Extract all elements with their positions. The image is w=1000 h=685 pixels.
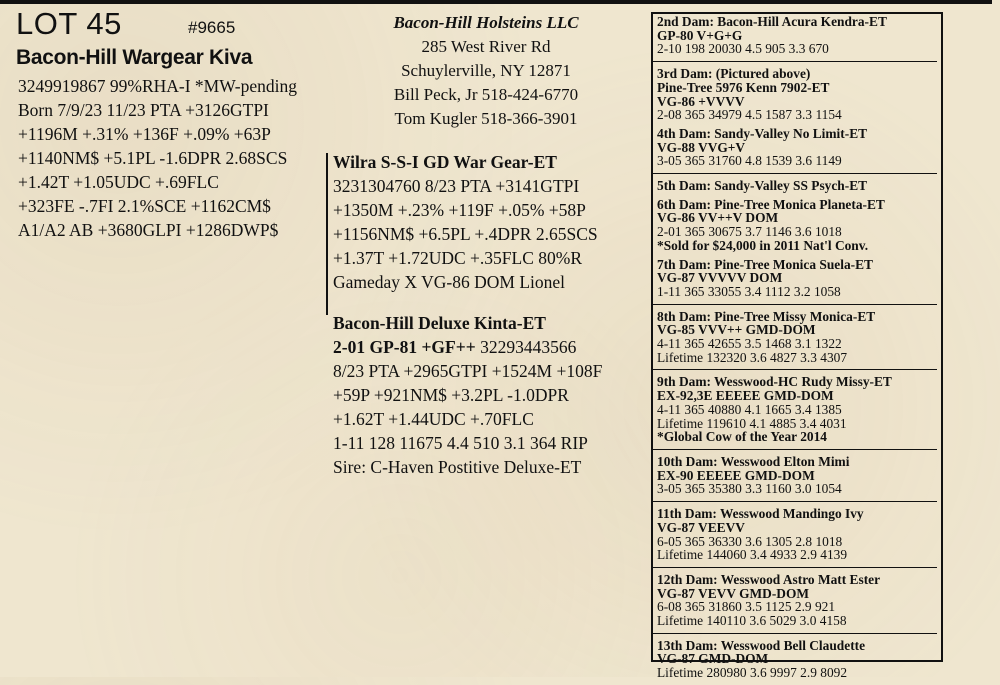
pedigree-divider <box>653 61 937 62</box>
pedigree-dam-record: Lifetime 144060 3.4 4933 2.9 4139 <box>657 547 848 563</box>
animal-info-line: A1/A2 AB +3680GLPI +1286DWP$ <box>18 220 279 240</box>
pedigree-dam-title: 12th Dam: Wesswood Astro Matt Ester <box>657 571 881 587</box>
pedigree-dam-note: *Sold for $24,000 in 2011 Nat'l Conv. <box>657 237 869 253</box>
pedigree-divider <box>653 304 937 305</box>
animal-info-line: +1140NM$ +5.1PL -1.6DPR 2.68SCS <box>18 148 288 168</box>
pedigree-dam-classification: VG-86 +VVVV <box>657 93 745 109</box>
pedigree-dam-entry <box>657 375 937 444</box>
pedigree-dam-record: 3-05 365 31760 4.8 1539 3.6 1149 <box>657 153 842 169</box>
dam-classification: 2-01 GP-81 +GF++ <box>333 337 476 357</box>
pedigree-dam-record: 2-10 198 20030 4.5 905 3.3 670 <box>657 41 829 57</box>
dam-line: +1.62T +1.44UDC +.70FLC <box>333 409 534 429</box>
top-rule <box>0 0 992 4</box>
pedigree-dam-title: 10th Dam: Wesswood Elton Mimi <box>657 453 850 469</box>
pedigree-dam-entry <box>657 639 937 680</box>
pedigree-dam-record: Lifetime 119610 4.1 4885 3.4 4031 <box>657 415 847 431</box>
animal-info-line: Born 7/9/23 11/23 PTA +3126GTPI <box>18 100 269 120</box>
sire-line: +1156NM$ +6.5PL +.4DPR 2.65SCS <box>333 224 598 244</box>
sire-block <box>333 150 598 294</box>
dam-line: Sire: C-Haven Postitive Deluxe-ET <box>333 457 582 477</box>
pedigree-dam-entry <box>657 67 937 122</box>
pedigree-divider <box>653 633 937 634</box>
farm-city: Schuylerville, NY 12871 <box>401 61 571 80</box>
pedigree-dam-record: 6-05 365 36330 3.6 1305 2.8 1018 <box>657 533 843 549</box>
pedigree-dam-title: 9th Dam: Wesswood-HC Rudy Missy-ET <box>657 374 892 390</box>
pedigree-dam-record: Lifetime 132320 3.6 4827 3.3 4307 <box>657 349 848 365</box>
lot-title: LOT 45 <box>16 6 122 41</box>
dam-name: Bacon-Hill Deluxe Kinta-ET <box>333 313 546 333</box>
pedigree-dam-classification: VG-87 VEVV GMD-DOM <box>657 585 809 601</box>
pedigree-dam-classification: VG-87 GMD-DOM <box>657 651 769 667</box>
farm-address: 285 West River Rd <box>421 37 551 56</box>
pedigree-dam-classification: VG-87 VVVVV DOM <box>657 270 783 286</box>
animal-name: Bacon-Hill Wargear Kiva <box>16 46 253 69</box>
pedigree-dam-entry <box>657 455 937 496</box>
dam-block <box>333 311 602 479</box>
pedigree-dam-record: 4-11 365 40880 4.1 1665 3.4 1385 <box>657 401 842 417</box>
pedigree-divider <box>653 173 937 174</box>
pedigree-dam-title: 5th Dam: Sandy-Valley SS Psych-ET <box>657 178 868 194</box>
dam-line: +59P +921NM$ +3.2PL -1.0DPR <box>333 385 569 405</box>
consignor-block <box>330 11 642 131</box>
pedigree-dam-classification: EX-90 EEEEE GMD-DOM <box>657 467 815 483</box>
animal-info-line: +323FE -.7FI 2.1%SCE +1162CM$ <box>18 196 271 216</box>
pedigree-dam-title: 4th Dam: Sandy-Valley No Limit-ET <box>657 125 868 141</box>
pedigree-dam-entry <box>657 127 937 168</box>
pedigree-dam-classification: VG-88 VVG+V <box>657 139 746 155</box>
animal-info <box>18 74 297 242</box>
farm-contact: Tom Kugler 518-366-3901 <box>394 109 578 128</box>
sire-line: Gameday X VG-86 DOM Lionel <box>333 272 565 292</box>
dam-registration: 32293443566 <box>475 337 577 357</box>
sire-line: +1.37T +1.72UDC +.35FLC 80%R <box>333 248 583 268</box>
farm-name: Bacon-Hill Holsteins LLC <box>393 13 579 32</box>
pedigree-dam-record: 3-05 365 35380 3.3 1160 3.0 1054 <box>657 481 842 497</box>
pedigree-dam-record: 2-08 365 34979 4.5 1587 3.3 1154 <box>657 107 842 123</box>
pedigree-dam-entry <box>657 310 937 365</box>
pedigree-dam-title: 8th Dam: Pine-Tree Missy Monica-ET <box>657 308 876 324</box>
pedigree-dam-classification: VG-87 VEEVV <box>657 519 745 535</box>
pedigree-dam-note: *Global Cow of the Year 2014 <box>657 429 827 445</box>
animal-info-line: +1.42T +1.05UDC +.69FLC <box>18 172 219 192</box>
pedigree-dam-classification: Pine-Tree 5976 Kenn 7902-ET <box>657 79 830 95</box>
pedigree-dam-title: 6th Dam: Pine-Tree Monica Planeta-ET <box>657 196 885 212</box>
pedigree-dam-record: Lifetime 280980 3.6 9997 2.9 8092 <box>657 665 848 681</box>
pedigree-dam-entry <box>657 198 937 253</box>
pedigree-dam-entry <box>657 258 937 299</box>
pedigree-dam-classification: GP-80 V+G+G <box>657 27 743 43</box>
pedigree-dam-title: 13th Dam: Wesswood Bell Claudette <box>657 637 866 653</box>
pedigree-divider <box>653 449 937 450</box>
sire-line: +1350M +.23% +119F +.05% +58P <box>333 200 586 220</box>
pedigree-dam-record: 6-08 365 31860 3.5 1125 2.9 921 <box>657 599 836 615</box>
catalog-number: #9665 <box>188 18 236 37</box>
pedigree-dam-title: 2nd Dam: Bacon-Hill Acura Kendra-ET <box>657 14 887 29</box>
dam-line: 8/23 PTA +2965GTPI +1524M +108F <box>333 361 603 381</box>
sire-line: 3231304760 8/23 PTA +3141GTPI <box>333 176 580 196</box>
farm-contact: Bill Peck, Jr 518-424-6770 <box>393 85 579 104</box>
pedigree-dam-entry <box>657 507 937 562</box>
maternal-pedigree-list <box>657 15 937 685</box>
pedigree-dam-title: 3rd Dam: (Pictured above) <box>657 66 811 82</box>
pedigree-dam-record: 4-11 365 42655 3.5 1468 3.1 1322 <box>657 336 842 352</box>
pedigree-dam-title: 7th Dam: Pine-Tree Monica Suela-ET <box>657 256 873 272</box>
pedigree-bracket <box>326 153 328 315</box>
pedigree-dam-classification: VG-86 VV++V DOM <box>657 210 779 226</box>
pedigree-divider <box>653 567 937 568</box>
pedigree-dam-record: Lifetime 140110 3.6 5029 3.0 4158 <box>657 613 847 629</box>
dam-line: 1-11 128 11675 4.4 510 3.1 364 RIP <box>333 433 588 453</box>
pedigree-dam-entry <box>657 573 937 628</box>
animal-info-line: 3249919867 99%RHA-I *MW-pending <box>18 76 298 96</box>
pedigree-dam-record: 2-01 365 30675 3.7 1146 3.6 1018 <box>657 224 842 240</box>
pedigree-divider <box>653 501 937 502</box>
animal-info-line: +1196M +.31% +136F +.09% +63P <box>18 124 271 144</box>
pedigree-dam-classification: EX-92,3E EEEEE GMD-DOM <box>657 388 834 404</box>
sire-name: Wilra S-S-I GD War Gear-ET <box>333 152 557 172</box>
pedigree-dam-record: 1-11 365 33055 3.4 1112 3.2 1058 <box>657 283 841 299</box>
dam-class-line <box>333 335 602 359</box>
pedigree-dam-title: 11th Dam: Wesswood Mandingo Ivy <box>657 506 864 522</box>
pedigree-dam-entry <box>657 179 937 193</box>
pedigree-dam-entry <box>657 15 937 56</box>
pedigree-dam-classification: VG-85 VVV++ GMD-DOM <box>657 322 816 338</box>
pedigree-divider <box>653 369 937 370</box>
